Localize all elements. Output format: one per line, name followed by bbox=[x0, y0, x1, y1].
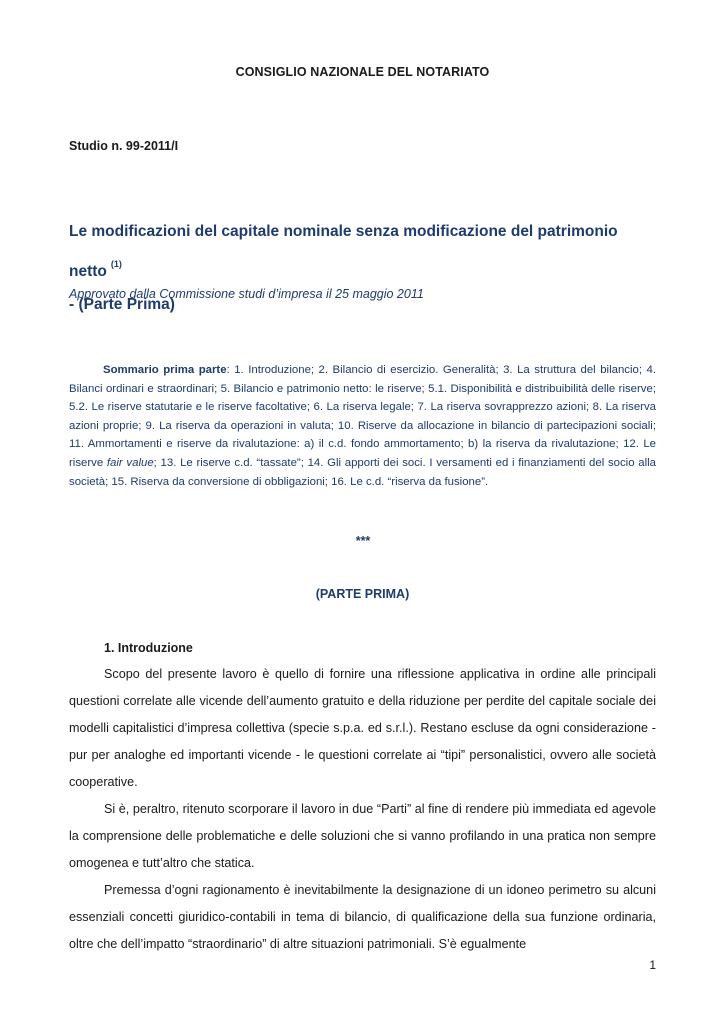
section-body bbox=[69, 661, 656, 958]
summary-text-a: : 1. Introduzione; 2. Bilancio di esercizio. Generalità; 3. La struttura del bilancio; 4. Bilanci ordinari e straordinari; 5. Bilancio e patrimonio netto: le riserve; 5.1. Disponibilità e distribuibilità delle riserve; 5.2. Le riserve statutarie e le riserve facoltative; 6. La riserva legale; 7. La riserva sovrapprezzo azioni; 8. La riserva azioni proprie; 9. La riserva da operazioni in valuta; 10. Riserve da allocazione in bilancio di partecipazioni sociali; 11. Ammortamenti e riserve da rivalutazione: a) il c.d. fondo ammortamento; b) la riserva da rivalutazione; 12. Le riserve bbox=[69, 364, 656, 469]
approval-note: Approvato dalla Commissione studi d’impresa il 25 maggio 2011 bbox=[69, 287, 424, 301]
summary-block bbox=[69, 361, 656, 491]
document-title bbox=[69, 215, 669, 321]
footnote-reference[interactable]: (1) bbox=[110, 259, 122, 269]
study-number: Studio n. 99-2011/I bbox=[69, 139, 179, 153]
part-heading: (PARTE PRIMA) bbox=[315, 587, 410, 601]
summary-heading: Sommario prima parte bbox=[103, 364, 227, 376]
summary-text-italic: fair value bbox=[106, 456, 154, 469]
section-title: 1. Introduzione bbox=[104, 641, 193, 655]
title-part: - (Parte Prima) bbox=[69, 296, 175, 313]
summary-text-b: ; 13. Le riserve c.d. “tassate”; 14. Gli apporti dei soci. I versamenti ed i finanziamenti del socio alla società; 15. Riserva da conversione di obbligazioni; 16. Le c.d. “riserva da fusione”. bbox=[69, 456, 656, 488]
title-main: Le modificazioni del capitale nominale senza modificazione del patrimonio netto bbox=[69, 223, 618, 280]
paragraph: Premessa d’ogni ragionamento è inevitabilmente la designazione di un idoneo perimetro su alcuni essenziali concetti giuridico-contabili in tema di bilancio, di qualificazione della sua funzione ordinaria, oltre che dell’impatto “straordinario” di altre situazioni patrimoniali. S’è egualmente bbox=[69, 883, 656, 951]
separator-stars: *** bbox=[355, 534, 370, 548]
organization-heading: CONSIGLIO NAZIONALE DEL NOTARIATO bbox=[235, 65, 490, 79]
paragraph: Si è, peraltro, ritenuto scorporare il lavoro in due “Parti” al fine di rendere più immediata ed agevole la comprensione delle problematiche e delle soluzioni che si vanno profilando in una pratica non sempre omogenea e tutt’altro che statica. bbox=[69, 802, 656, 870]
page-number: 1 bbox=[649, 958, 656, 972]
paragraph: Scopo del presente lavoro è quello di fornire una riflessione applicativa in ordine alle principali questioni correlate alle vicende dell’aumento gratuito e della riduzione per perdite del capitale sociale dei modelli capitalistici d’impresa collettiva (specie s.p.a. ed s.r.l.). Restano escluse da ogni considerazione -pur per analoghe ed importanti vicende - le questioni correlate ai “tipi” personalistici, ovvero alle società cooperative. bbox=[69, 667, 656, 789]
